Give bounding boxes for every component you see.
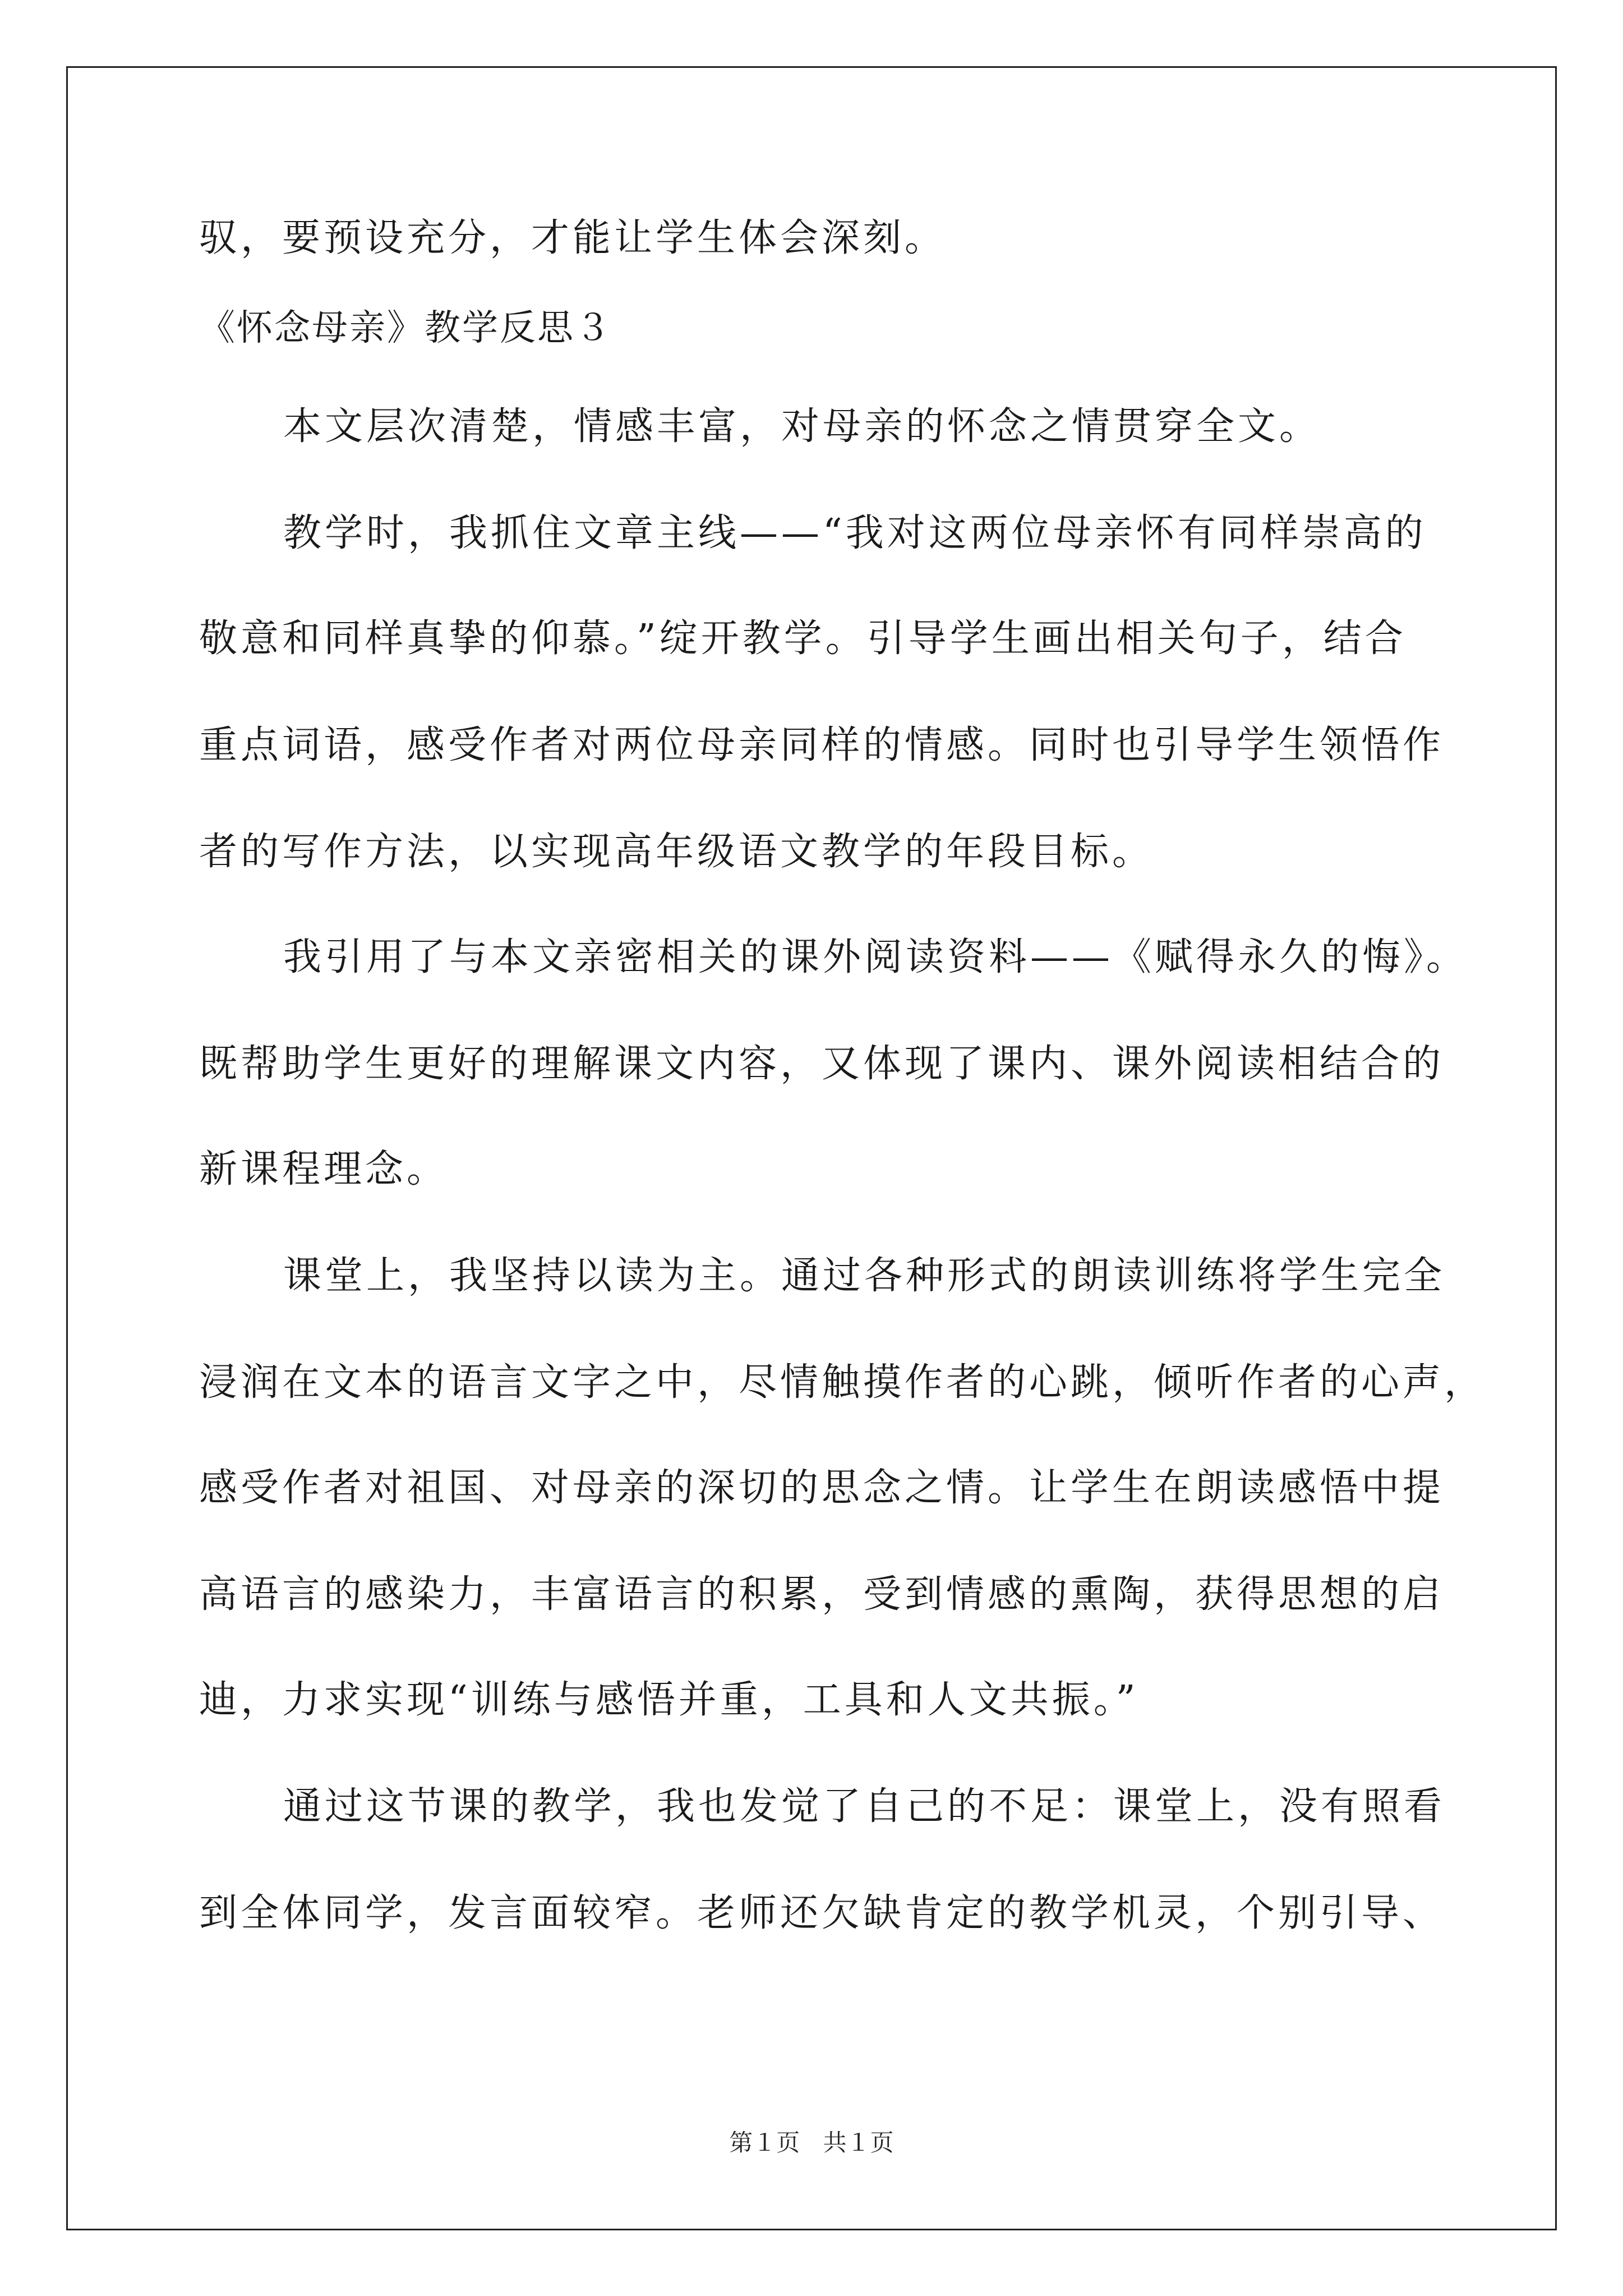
page-footer — [0, 2126, 1623, 2160]
paragraph-line: 课堂上，我坚持以读为主。通过各种形式的朗读训练将学生完全 — [283, 1254, 1446, 1298]
paragraph-line: 本文层次清楚，情感丰富，对母亲的怀念之情贯穿全文。 — [283, 404, 1321, 449]
paragraph-line: 迪，力求实现“训练与感悟并重，工具和人文共振。” — [199, 1678, 1139, 1722]
paragraph-line: 既帮助学生更好的理解课文内容，又体现了课内、课外阅读相结合的 — [199, 1042, 1445, 1086]
paragraph-line: 者的写作方法，以实现高年级语文教学的年段目标。 — [199, 830, 1154, 874]
paragraph-line: 浸润在文本的语言文字之中，尽情触摸作者的心跳，倾听作者的心声， — [199, 1360, 1486, 1405]
page-number-current: 第１页 — [729, 2129, 800, 2156]
paragraph-line: 敬意和同样真挚的仰慕。”绽开教学。引导学生画出相关句子，结合 — [199, 616, 1407, 661]
paragraph-line: 到全体同学，发言面较窄。老师还欠缺肯定的教学机灵，个别引导、 — [199, 1891, 1445, 1935]
paragraph-line: 高语言的感染力，丰富语言的积累，受到情感的熏陶，获得思想的启 — [199, 1572, 1445, 1617]
section-heading: 《怀念母亲》教学反思３ — [199, 307, 612, 349]
paragraph-line: 感受作者对祖国、对母亲的深切的思念之情。让学生在朗读感悟中提 — [199, 1466, 1445, 1510]
paragraph-line: 通过这节课的教学，我也发觉了自己的不足：课堂上，没有照看 — [283, 1784, 1446, 1829]
paragraph-line: 重点词语，感受作者对两位母亲同样的情感。同时也引导学生领悟作 — [199, 723, 1445, 767]
paragraph-line: 新课程理念。 — [199, 1147, 449, 1191]
text-line: 驭，要预设充分，才能让学生体会深刻。 — [199, 216, 947, 260]
page-number-total: 共１页 — [823, 2129, 894, 2156]
paragraph-line: 教学时，我抓住文章主线——“我对这两位母亲怀有同样崇高的 — [283, 511, 1427, 555]
paragraph-line: 我引用了与本文亲密相关的课外阅读资料——《赋得永久的悔》。 — [283, 935, 1468, 979]
